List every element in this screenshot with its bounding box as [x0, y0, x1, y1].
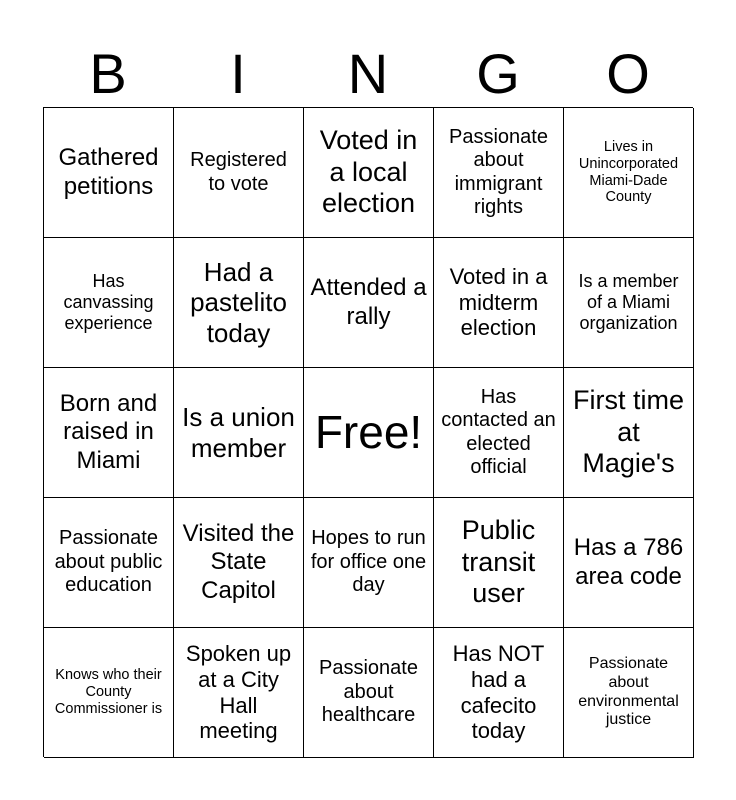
- bingo-cell-r2-c5[interactable]: [564, 238, 694, 368]
- bingo-cell-r1-c1[interactable]: [44, 108, 174, 238]
- cell-text: Spoken up at a City Hall meeting: [185, 641, 292, 744]
- bingo-cell-r2-c3[interactable]: [304, 238, 434, 368]
- cell-text: Has a 786 area code: [573, 534, 684, 590]
- bingo-cell-r5-c1[interactable]: [44, 628, 174, 758]
- cell-text: Passionate about environmental justice: [578, 655, 679, 729]
- free-space-text: Free!: [314, 405, 423, 458]
- bingo-cell-r3-c5[interactable]: [564, 368, 694, 498]
- bingo-cell-r3-c4[interactable]: [434, 368, 564, 498]
- bingo-cell-r5-c2[interactable]: [174, 628, 304, 758]
- bingo-cell-r4-c2[interactable]: [174, 498, 304, 628]
- bingo-cell-r4-c5[interactable]: [564, 498, 694, 628]
- bingo-cell-r2-c4[interactable]: [434, 238, 564, 368]
- header-letter-b: B: [89, 42, 127, 105]
- bingo-cell-r5-c5[interactable]: [564, 628, 694, 758]
- cell-text: Visited the State Capitol: [182, 520, 295, 604]
- bingo-cell-free[interactable]: [304, 368, 434, 498]
- cell-text: Passionate about immigrant rights: [449, 125, 548, 218]
- bingo-cell-r4-c3[interactable]: [304, 498, 434, 628]
- bingo-cell-r1-c3[interactable]: [304, 108, 434, 238]
- bingo-cell-r5-c4[interactable]: [434, 628, 564, 758]
- cell-text: Has contacted an elected official: [441, 385, 556, 478]
- cell-text: Registered to vote: [190, 149, 287, 195]
- bingo-cell-r2-c2[interactable]: [174, 238, 304, 368]
- cell-text: Attended a rally: [310, 274, 427, 330]
- cell-text: Gathered petitions: [58, 144, 159, 200]
- header-letter-g: G: [476, 42, 520, 105]
- cell-text: Voted in a midterm election: [449, 263, 548, 341]
- cell-text: Hopes to run for office one day: [310, 527, 427, 597]
- cell-text: Is a union member: [182, 402, 295, 463]
- cell-text: Has canvassing experience: [63, 270, 154, 334]
- bingo-cell-r5-c3[interactable]: [304, 628, 434, 758]
- cell-text: Is a member of a Miami organization: [578, 270, 679, 334]
- cell-text: Knows who their County Commissioner is: [54, 667, 163, 717]
- bingo-cell-r1-c5[interactable]: [564, 108, 694, 238]
- header-letter-n: N: [347, 42, 389, 105]
- bingo-cell-r1-c2[interactable]: [174, 108, 304, 238]
- header-letter-i: I: [230, 42, 246, 105]
- cell-text: Lives in Unincorporated Miami-Dade County: [578, 138, 679, 206]
- cell-text: Born and raised in Miami: [59, 390, 158, 474]
- cell-text: Had a pastelito today: [190, 256, 287, 348]
- header-letter-o: O: [606, 42, 650, 105]
- bingo-board: [43, 107, 693, 757]
- cell-text: Passionate about healthcare: [319, 657, 418, 727]
- bingo-cell-r4-c4[interactable]: [434, 498, 564, 628]
- cell-text: Voted in a local election: [319, 125, 418, 219]
- bingo-cell-r2-c1[interactable]: [44, 238, 174, 368]
- cell-text: Passionate about public education: [54, 527, 163, 597]
- cell-text: First time at Magie's: [573, 385, 684, 479]
- bingo-header: [43, 40, 693, 108]
- cell-text: Public transit user: [461, 515, 536, 609]
- bingo-cell-r3-c2[interactable]: [174, 368, 304, 498]
- bingo-cell-r4-c1[interactable]: [44, 498, 174, 628]
- bingo-cell-r3-c1[interactable]: [44, 368, 174, 498]
- cell-text: Has NOT had a cafecito today: [452, 641, 545, 744]
- bingo-cell-r1-c4[interactable]: [434, 108, 564, 238]
